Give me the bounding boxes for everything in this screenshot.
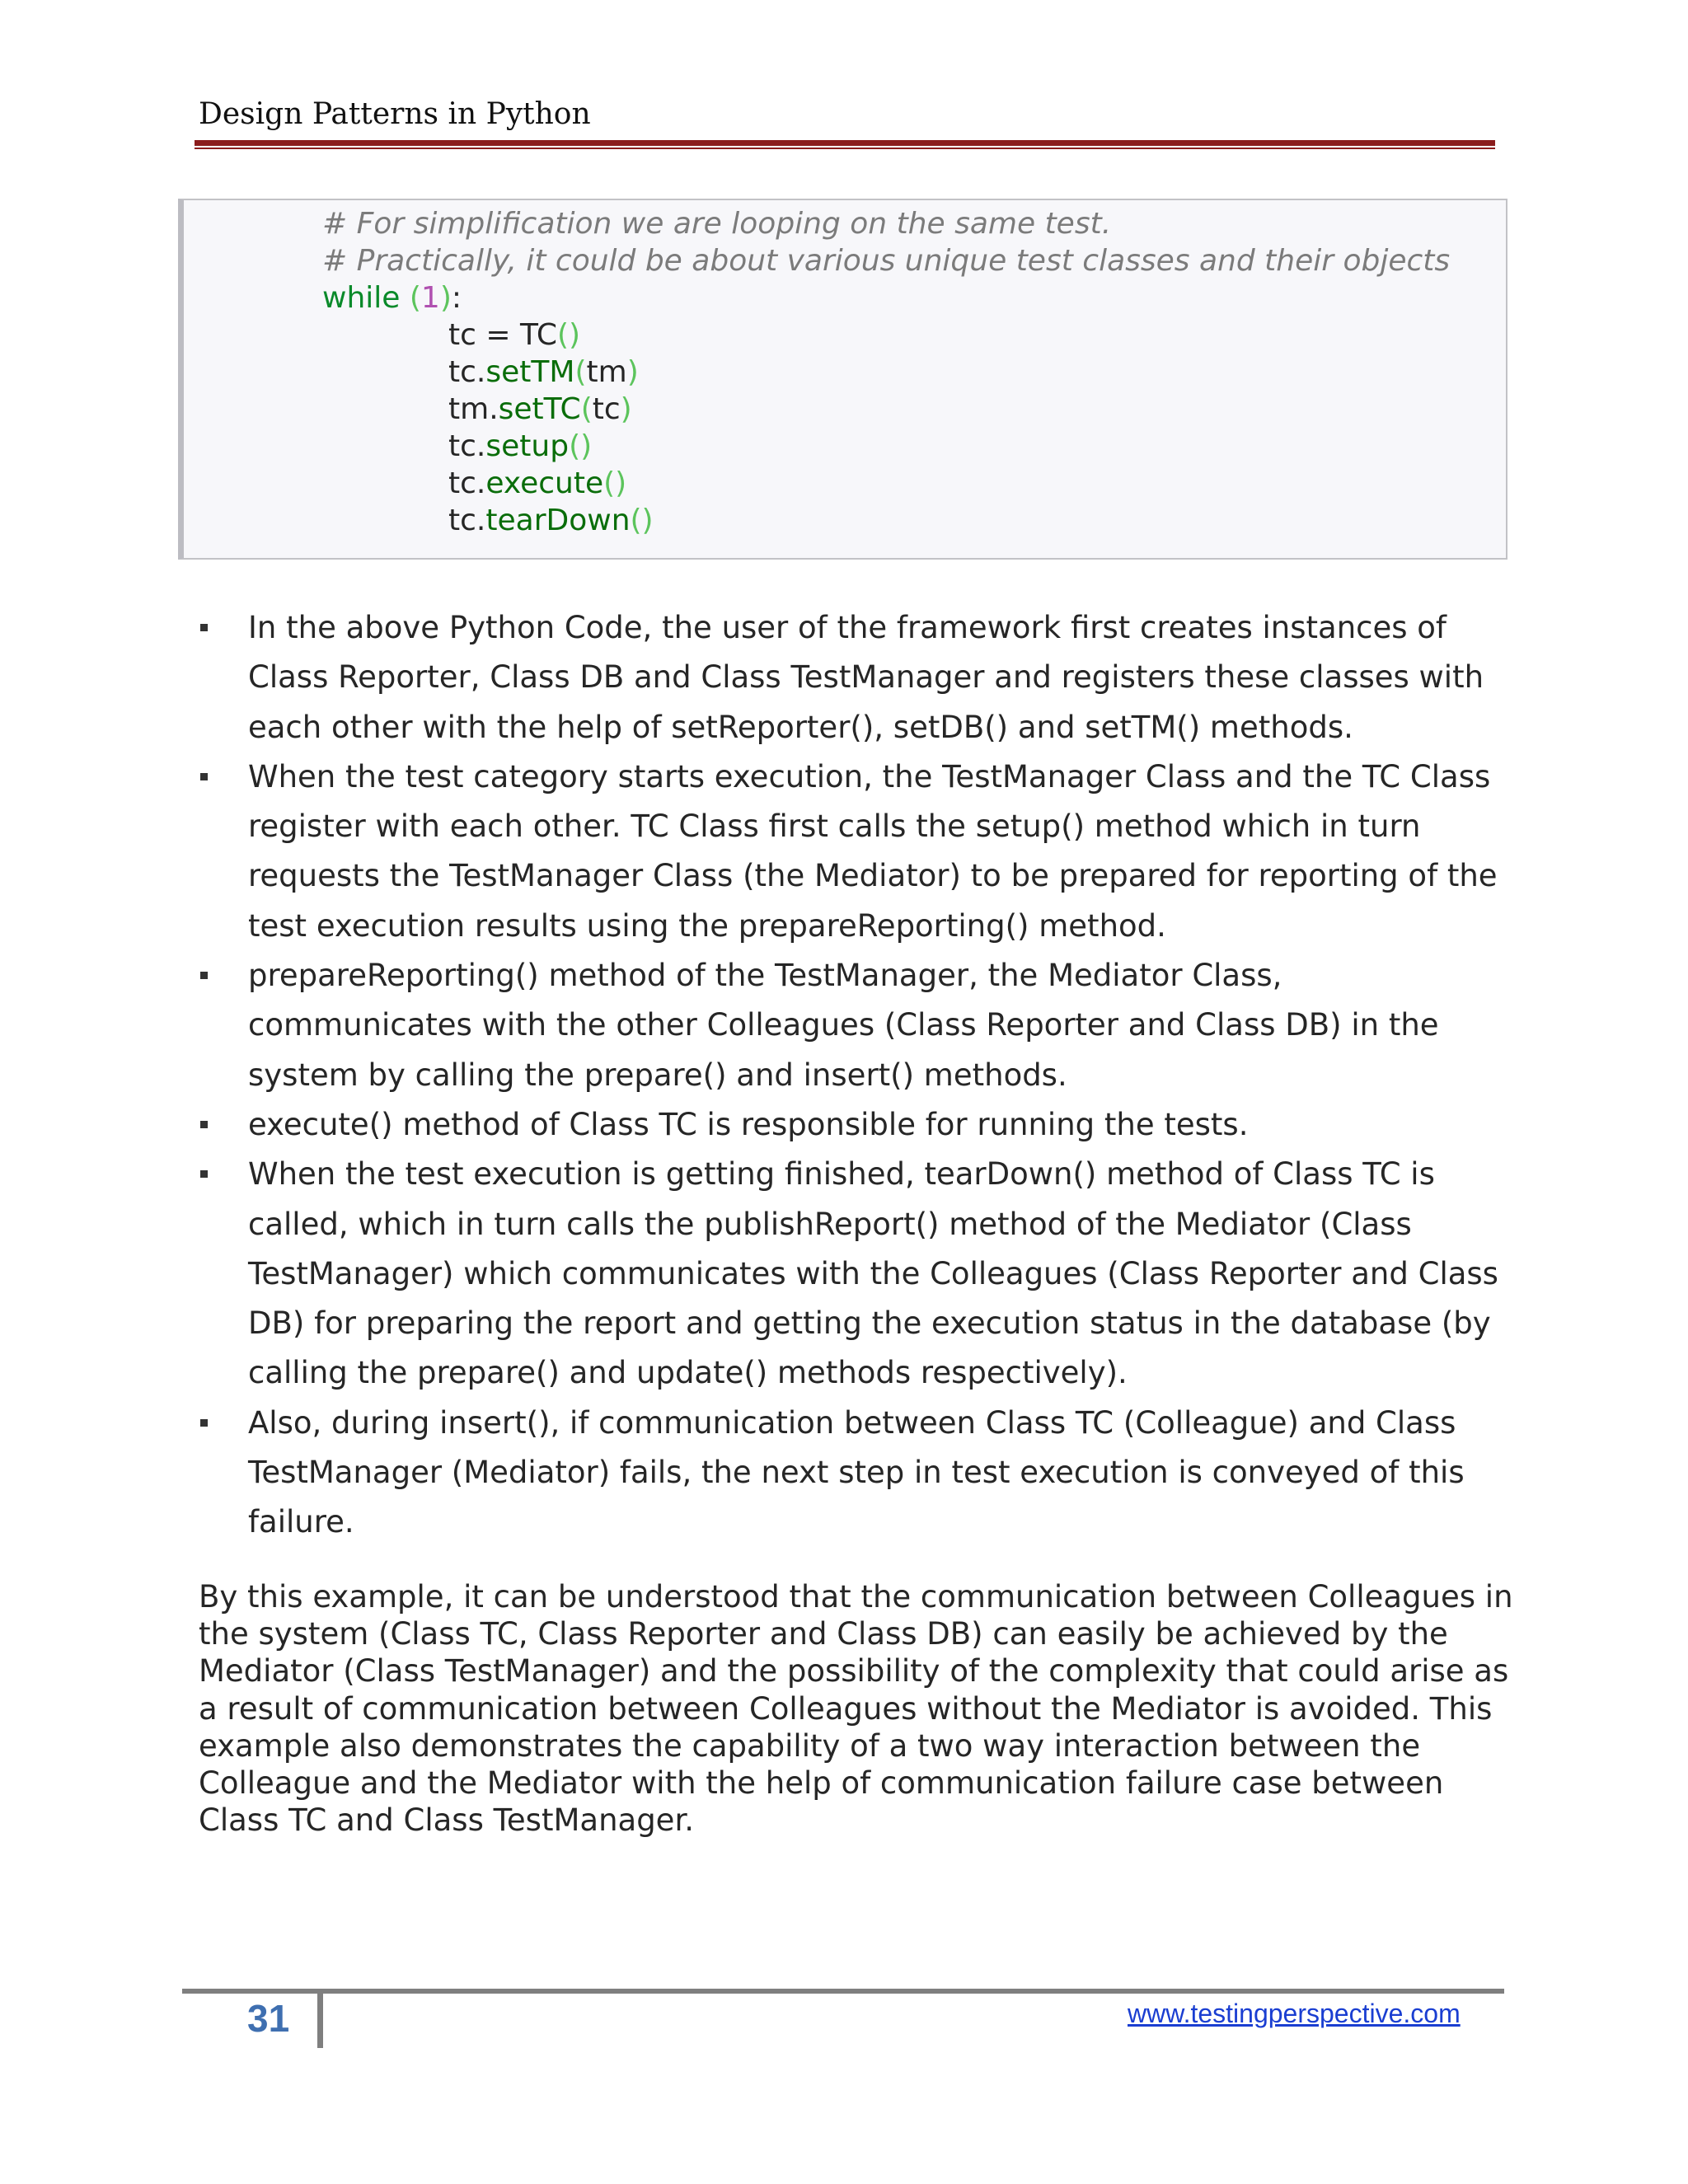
bullet-item (195, 951, 1505, 1100)
square-bullet-icon (200, 624, 208, 631)
website-link[interactable]: www.testingperspective.com (1128, 1999, 1461, 2028)
code-method: execute (485, 466, 604, 500)
footer-rule (182, 1989, 1504, 1994)
code-arg: tm (586, 355, 627, 389)
code-comment-1 (322, 205, 1111, 242)
code-block (178, 199, 1507, 560)
bullet-text: When the test category starts execution, the TestManager Class and the TC Class register with each other. TC Class first calls the setup() method which in turn requests the TestManager Class (the Mediator) to be prepared for reporting of the test execution results using the prepareReporting() method. (248, 758, 1498, 944)
code-method: setTC (498, 392, 581, 426)
bullet-text: When the test execution is getting finished, tearDown() method of Class TC is called, which in turn calls the publishReport() method of the Mediator (Class TestManager) which communicates with the Colleagues (Class Reporter and Class DB) for preparing the report and getting the execution status in the database (by calling the prepare() and update() methods respectively). (248, 1156, 1498, 1391)
page-number: 31 (247, 1997, 290, 2040)
bullet-item (195, 1100, 1505, 1150)
code-number: 1 (420, 281, 440, 315)
square-bullet-icon (200, 773, 208, 780)
code-method: setTM (485, 355, 575, 389)
code-var: tc (448, 429, 476, 463)
bullet-list (195, 603, 1505, 1548)
code-comment-2 (322, 242, 1450, 279)
code-class: TC (519, 318, 558, 352)
bullet-text: prepareReporting() method of the TestManager, the Mediator Class, communicates with the other Colleagues (Class Reporter and Class DB) in the system by calling the prepare() and insert() methods. (248, 958, 1439, 1093)
code-line-execute: tc.execute() (448, 466, 627, 500)
square-bullet-icon (200, 1170, 208, 1178)
code-method: setup (485, 429, 570, 463)
bullet-text: Also, during insert(), if communication between Class TC (Colleague) and Class TestManager (Mediator) fails, the next step in test execution is conveyed of this failure. (248, 1404, 1465, 1540)
square-bullet-icon (200, 1419, 208, 1427)
code-line-setup: tc.setup() (448, 429, 593, 463)
code-var: tc (448, 318, 476, 352)
code-while-line: while (1): (322, 281, 462, 315)
code-var: tc (448, 355, 476, 389)
square-bullet-icon (200, 1121, 208, 1128)
bullet-text: In the above Python Code, the user of the framework first creates instances of Class Reporter, Class DB and Class TestManager and registers these classes with each other with the help of setReporter(), setDB() and setTM() methods. (248, 610, 1484, 745)
code-var: tm (448, 392, 490, 426)
bullet-item (195, 603, 1505, 752)
code-line-teardown: tc.tearDown() (448, 504, 654, 537)
bullet-text: execute() method of Class TC is responsible for running the tests. (248, 1106, 1249, 1142)
code-var: tc (448, 466, 476, 500)
code-line-settc: tm.setTC(tc) (448, 392, 632, 426)
code-line-settm: tc.setTM(tm) (448, 355, 639, 389)
footer-divider (317, 1989, 323, 2048)
code-method: tearDown (485, 504, 631, 537)
code-line-tc-assign: tc = TC() (448, 318, 581, 352)
square-bullet-icon (200, 972, 208, 979)
code-var: tc (448, 504, 476, 537)
code-arg: tc (592, 392, 621, 426)
bullet-item (195, 1150, 1505, 1398)
bullet-item (195, 1399, 1505, 1548)
code-comment-text: # For simplification we are looping on the same test. (322, 207, 1112, 241)
code-comment-text: # Practically, it could be about various unique test classes and their objects (322, 244, 1451, 278)
code-keyword: while (322, 281, 401, 315)
header-rule (195, 140, 1495, 149)
bullet-item (195, 752, 1505, 951)
summary-paragraph: By this example, it can be understood that the communication between Colleagues in the system (Class TC, Class Reporter and Class DB) can easily be achieved by the Mediator (Class TestManager) and the possibility of the complexity that could arise as a result of communication between Colleagues without the Mediator is avoided. This example also demonstrates the capability of a two way interaction between the Colleague and the Mediator with the help of communication failure case between Class TC and Class TestManager. (199, 1579, 1513, 1839)
page-header-title: Design Patterns in Python (199, 97, 591, 131)
